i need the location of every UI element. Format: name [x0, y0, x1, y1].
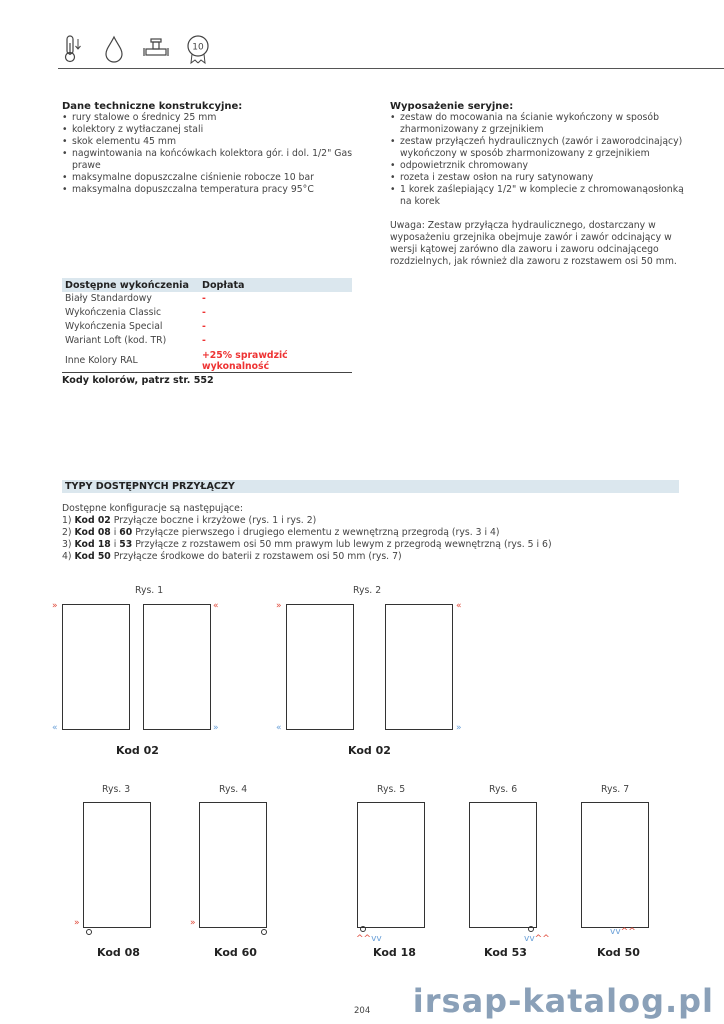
feature-icons [58, 32, 212, 66]
connection-text: Przyłącze środkowe do baterii z rozstawem osi 50 mm (rys. 7) [110, 551, 402, 562]
equipment-title: Wyposażenie seryjne: [390, 101, 514, 112]
inlet-outlet-arrows-icon: ^^vv [356, 934, 382, 944]
finishes-row [62, 306, 352, 320]
tech-item: • maksymalne dopuszczalne ciśnienie robocze 10 bar [62, 172, 362, 184]
figure-label-3: Rys. 3 [102, 784, 131, 795]
figure-code-6: Kod 53 [484, 946, 527, 959]
tech-item: • maksymalna dopuszczalna temperatura pracy 95°C [62, 184, 362, 196]
valve-icon [142, 32, 170, 66]
outlet-arrow-icon: « [276, 723, 282, 733]
inlet-arrow-icon: » [74, 918, 80, 928]
connection-num: 3) [62, 539, 72, 550]
figure-code-4: Kod 60 [214, 946, 257, 959]
radiator-fig2-right [385, 604, 453, 730]
equipment-section [390, 101, 685, 268]
finishes-header [62, 278, 352, 292]
equipment-item: • zestaw do mocowania na ścianie wykończony w sposób zharmonizowany z grzejnikiem [390, 112, 685, 136]
svg-text:10: 10 [192, 42, 204, 53]
valve-connector-icon [86, 929, 92, 935]
equipment-item: • odpowietrznik chromowany [390, 160, 685, 172]
inlet-arrow-icon: « [213, 601, 219, 611]
thermometer-icon [58, 32, 86, 66]
finish-name: Wykończenia Special [65, 321, 163, 332]
inlet-arrow-icon: « [456, 601, 462, 611]
figure-label-6: Rys. 6 [489, 784, 518, 795]
figure-label-2: Rys. 2 [353, 585, 382, 596]
tech-item: • skok elementu 45 mm [62, 136, 362, 148]
finish-surcharge: - [202, 321, 206, 332]
inlet-arrow-icon: » [276, 601, 282, 611]
equipment-note: Uwaga: Zestaw przyłącza hydraulicznego, dostarczany w wyposażeniu grzejnika obejmuje zawór i zawór odcinający w wersji kątowej zarówno dla zaworu i zaworu odcinającego rozdzielnych, jak również dla zaworu z rozstawem osi 50 mm. [390, 220, 677, 267]
valve-connector-icon [261, 929, 267, 935]
header-rule [58, 68, 724, 69]
outlet-arrow-icon: « [52, 723, 58, 733]
radiator-fig4 [199, 802, 267, 928]
finish-surcharge: +25% sprawdzić wykonalność [202, 350, 288, 372]
finish-name: Inne Kolory RAL [65, 355, 138, 366]
warranty-10-icon [184, 32, 212, 66]
page-number: 204 [354, 1006, 371, 1016]
inlet-arrow-icon: » [190, 918, 196, 928]
tech-list [62, 112, 362, 196]
connection-code: Kod 50 [74, 551, 111, 562]
connection-text: Przyłącze pierwszego i drugiego elementu z wewnętrzną przegrodą (rys. 3 i 4) [132, 527, 500, 538]
watermark[interactable]: irsap-katalog.pl [412, 982, 714, 1020]
connections-list [62, 503, 552, 563]
connections-title: TYPY DOSTĘPNYCH PRZYŁĄCZY [62, 480, 679, 493]
figure-code-2: Kod 02 [348, 744, 391, 757]
finishes-footer: Kody kolorów, patrz str. 552 [62, 375, 214, 386]
tech-title: Dane techniczne konstrukcyjne: [62, 101, 243, 112]
radiator-fig7 [581, 802, 649, 928]
finish-surcharge: - [202, 293, 206, 304]
radiator-fig1-right [143, 604, 211, 730]
connection-num: 2) [62, 527, 72, 538]
connection-code: Kod 02 [74, 515, 111, 526]
figure-label-5: Rys. 5 [377, 784, 406, 795]
finishes-row [62, 320, 352, 334]
finishes-row [62, 350, 352, 372]
connection-code: Kod 18 [74, 539, 111, 550]
tech-item: • nagwintowania na końcówkach kolektora gór. i dol. 1/2" Gas prawe [62, 148, 362, 172]
finishes-header-col1: Dostępne wykończenia [65, 279, 189, 291]
figure-label-7: Rys. 7 [601, 784, 630, 795]
connection-code: Kod 08 [74, 527, 111, 538]
connection-code2: 53 [119, 539, 133, 550]
finishes-footer-rule [62, 372, 352, 373]
radiator-fig1-left [62, 604, 130, 730]
water-drop-icon [100, 32, 128, 66]
finishes-table [62, 278, 352, 386]
inlet-outlet-arrows-icon: vv^^ [610, 927, 636, 937]
finishes-row [62, 334, 352, 348]
tech-item: • rury stalowe o średnicy 25 mm [62, 112, 362, 124]
inlet-outlet-arrows-icon: vv^^ [524, 934, 550, 944]
radiator-fig5 [357, 802, 425, 928]
tech-item: • kolektory z wytłaczanej stali [62, 124, 362, 136]
figure-code-1: Kod 02 [116, 744, 159, 757]
figure-label-1: Rys. 1 [135, 585, 164, 596]
finish-surcharge: - [202, 335, 206, 346]
radiator-fig3 [83, 802, 151, 928]
connection-item [62, 515, 552, 527]
figure-code-7: Kod 50 [597, 946, 640, 959]
radiator-fig6 [469, 802, 537, 928]
finish-name: Biały Standardowy [65, 293, 152, 304]
inlet-arrow-icon: » [52, 601, 58, 611]
connection-code2: 60 [119, 527, 133, 538]
tech-section [62, 101, 362, 196]
connection-item [62, 551, 552, 563]
connection-num: 1) [62, 515, 72, 526]
figure-label-4: Rys. 4 [219, 784, 248, 795]
finish-name: Wykończenia Classic [65, 307, 162, 318]
connection-text: Przyłącze z rozstawem osi 50 mm prawym lub lewym z przegrodą wewnętrzną (rys. 5 i 6) [132, 539, 552, 550]
connection-num: 4) [62, 551, 72, 562]
valve-connector-icon [360, 926, 366, 932]
figure-code-3: Kod 08 [97, 946, 140, 959]
equipment-item: • rozeta i zestaw osłon na rury satynowany [390, 172, 685, 184]
connections-intro: Dostępne konfiguracje są następujące: [62, 503, 244, 514]
connection-item [62, 539, 552, 551]
figure-code-5: Kod 18 [373, 946, 416, 959]
connection-item [62, 527, 552, 539]
radiator-fig2-left [286, 604, 354, 730]
connection-sep: i [110, 539, 120, 550]
valve-connector-icon [528, 926, 534, 932]
connection-sep: i [110, 527, 120, 538]
finish-surcharge: - [202, 307, 206, 318]
outlet-arrow-icon: » [456, 723, 462, 733]
connection-text: Przyłącze boczne i krzyżowe (rys. 1 i rys. 2) [110, 515, 317, 526]
finishes-row [62, 292, 352, 306]
finish-name: Wariant Loft (kod. TR) [65, 335, 167, 346]
finishes-header-col2: Dopłata [202, 279, 245, 291]
outlet-arrow-icon: » [213, 723, 219, 733]
equipment-item: • 1 korek zaślepiający 1/2" w komplecie z chromowanąosłonką na korek [390, 184, 685, 208]
equipment-item: • zestaw przyłączeń hydraulicznych (zawór i zaworodcinający) wykończony w sposób zharmonizowany z grzejnikiem [390, 136, 685, 160]
finishes-rows [62, 292, 352, 372]
equipment-list [390, 112, 685, 208]
